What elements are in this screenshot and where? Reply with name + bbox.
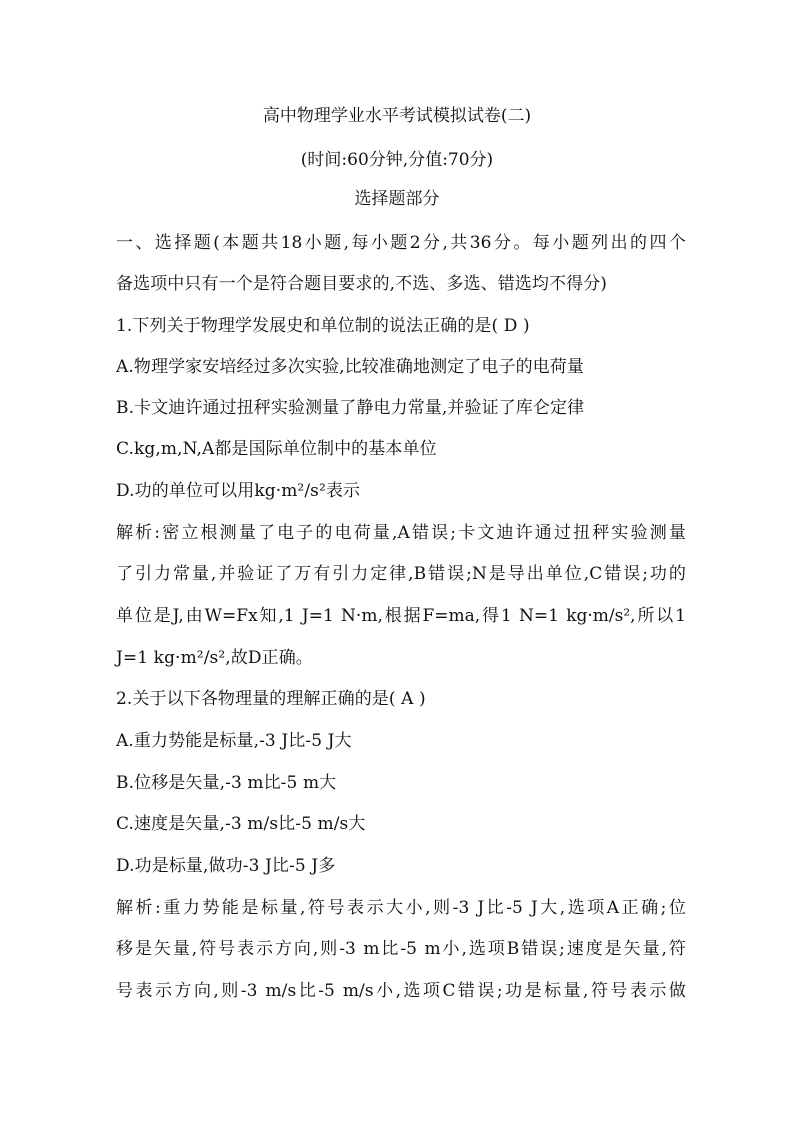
question-1-analysis-line-1: 解析:密立根测量了电子的电荷量,A错误;卡文迪许通过扭秤实验测量 [116,523,686,543]
question-2-analysis-line-3: 号表示方向,则-3 m/s比-5 m/s小,选项C错误;功是标量,符号表示做 [116,981,686,1001]
question-1-stem: 1.下列关于物理学发展史和单位制的说法正确的是( D ) [116,316,530,336]
instructions-line-2: 备选项中只有一个是符合题目要求的,不选、多选、错选均不得分) [116,274,608,294]
question-1-analysis-line-4: J=1 kg·m²/s²,故D正确。 [116,648,313,668]
exam-title: 高中物理学业水平考试模拟试卷(二) [262,106,532,126]
question-2-stem: 2.关于以下各物理量的理解正确的是( A ) [116,689,426,709]
question-1-analysis-line-3: 单位是J,由W=Fx知,1 J=1 N·m,根据F=ma,得1 N=1 kg·m/s²,所以1 [116,606,686,626]
question-1-analysis-line-2: 了引力常量,并验证了万有引力定律,B错误;N是导出单位,C错误;功的 [116,564,686,584]
time-and-score: (时间:60分钟,分值:70分) [300,150,494,170]
question-2-option-a: A.重力势能是标量,-3 J比-5 J大 [116,731,352,751]
question-1-option-a: A.物理学家安培经过多次实验,比较准确地测定了电子的电荷量 [116,357,584,377]
question-1-option-c: C.kg,m,N,A都是国际单位制中的基本单位 [116,439,437,459]
question-2-analysis-line-1: 解析:重力势能是标量,符号表示大小,则-3 J比-5 J大,选项A正确;位 [116,898,686,918]
question-2-option-c: C.速度是矢量,-3 m/s比-5 m/s大 [116,814,366,834]
question-2-analysis-line-2: 移是矢量,符号表示方向,则-3 m比-5 m小,选项B错误;速度是矢量,符 [116,939,686,959]
question-2-option-b: B.位移是矢量,-3 m比-5 m大 [116,773,337,793]
question-1-option-d: D.功的单位可以用kg·m²/s²表示 [116,481,361,501]
section-heading: 选择题部分 [354,189,440,209]
question-1-option-b: B.卡文迪许通过扭秤实验测量了静电力常量,并验证了库仑定律 [116,398,585,418]
question-2-option-d: D.功是标量,做功-3 J比-5 J多 [116,856,336,876]
instructions-line-1: 一、选择题(本题共18小题,每小题2分,共36分。每小题列出的四个 [116,233,686,253]
